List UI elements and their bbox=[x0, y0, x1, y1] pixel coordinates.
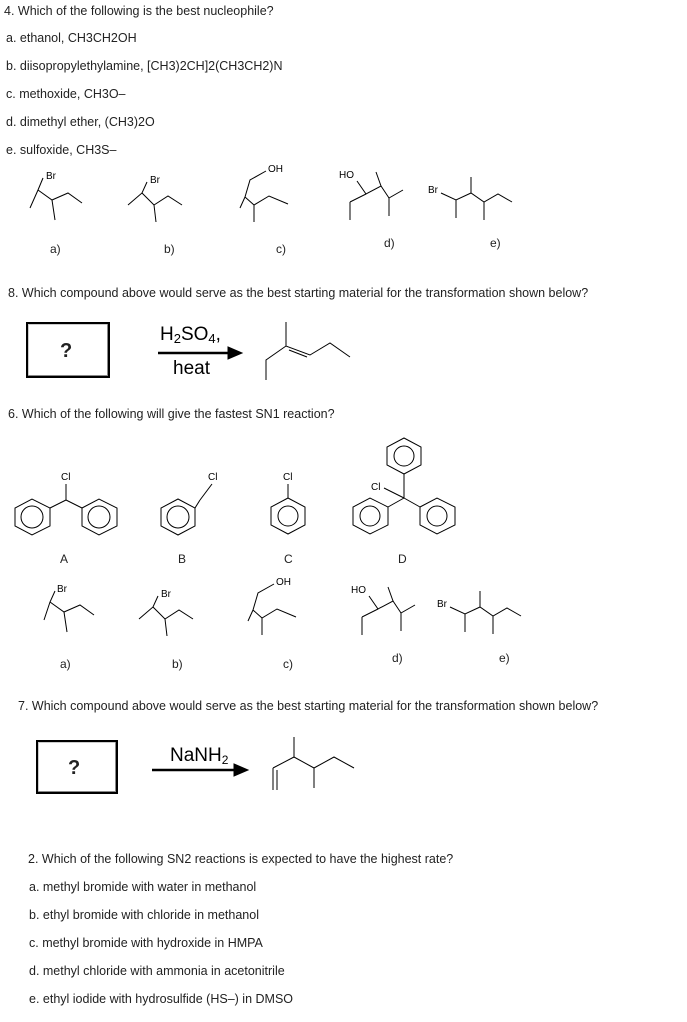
label-top-a: a) bbox=[50, 242, 61, 256]
atom-bottom-e: Br bbox=[437, 599, 447, 610]
label-bottom-a: a) bbox=[60, 657, 71, 671]
label-C: C bbox=[284, 552, 293, 566]
q8-condition: heat bbox=[173, 358, 210, 379]
atom-top-e: Br bbox=[428, 185, 438, 196]
q8-question: 8. Which compound above would serve as the best starting material for the transformation shown below? bbox=[8, 286, 589, 300]
atom-top-c: OH bbox=[268, 164, 283, 175]
label-D: D bbox=[398, 552, 407, 566]
atom-top-b: Br bbox=[150, 175, 160, 186]
q2-option-c: c. methyl bromide with hydroxide in HMPA bbox=[29, 936, 263, 950]
label-bottom-e: e) bbox=[499, 651, 510, 665]
label-A: A bbox=[60, 552, 69, 566]
label-bottom-d: d) bbox=[392, 651, 403, 665]
atom-C: Cl bbox=[283, 472, 293, 483]
label-top-b: b) bbox=[164, 242, 175, 256]
q2-question: 2. Which of the following SN2 reactions is expected to have the highest rate? bbox=[28, 852, 454, 866]
q4-option-b: b. diisopropylethylamine, [CH3)2CH]2(CH3CH2)N bbox=[6, 59, 283, 73]
q4-option-e: e. sulfoxide, CH3S– bbox=[6, 143, 117, 157]
q4-option-c: c. methoxide, CH3O– bbox=[6, 87, 126, 101]
q2-option-b: b. ethyl bromide with chloride in methanol bbox=[29, 908, 259, 922]
q8-unknown: ? bbox=[60, 340, 73, 362]
q2-option-d: d. methyl chloride with ammonia in acetonitrile bbox=[29, 964, 285, 978]
atom-bottom-d: HO bbox=[351, 585, 366, 596]
label-B: B bbox=[178, 552, 187, 566]
q7-reagent: NaNH2 bbox=[170, 745, 229, 767]
atom-top-a: Br bbox=[46, 171, 56, 182]
label-top-e: e) bbox=[490, 236, 501, 250]
atom-bottom-b: Br bbox=[161, 589, 171, 600]
q4-question: 4. Which of the following is the best nucleophile? bbox=[4, 4, 274, 18]
q8-reagent: H2SO4, bbox=[160, 324, 221, 346]
q7-unknown: ? bbox=[68, 757, 81, 779]
atom-bottom-c: OH bbox=[276, 577, 291, 588]
q7-question: 7. Which compound above would serve as the best starting material for the transformation shown below? bbox=[18, 699, 599, 713]
atom-A: Cl bbox=[61, 472, 71, 483]
label-bottom-c: c) bbox=[283, 657, 293, 671]
q6-question: 6. Which of the following will give the fastest SN1 reaction? bbox=[8, 407, 335, 421]
q2-option-e: e. ethyl iodide with hydrosulfide (HS–) in DMSO bbox=[29, 992, 294, 1006]
atom-B: Cl bbox=[208, 472, 218, 483]
label-bottom-b: b) bbox=[172, 657, 183, 671]
atom-top-d: HO bbox=[339, 170, 354, 181]
q2-option-a: a. methyl bromide with water in methanol bbox=[29, 880, 257, 894]
atom-bottom-a: Br bbox=[57, 584, 67, 595]
q4-option-a: a. ethanol, CH3CH2OH bbox=[6, 31, 137, 45]
q4-option-d: d. dimethyl ether, (CH3)2O bbox=[6, 115, 155, 129]
label-top-d: d) bbox=[384, 236, 395, 250]
atom-D: Cl bbox=[371, 482, 381, 493]
label-top-c: c) bbox=[276, 242, 286, 256]
